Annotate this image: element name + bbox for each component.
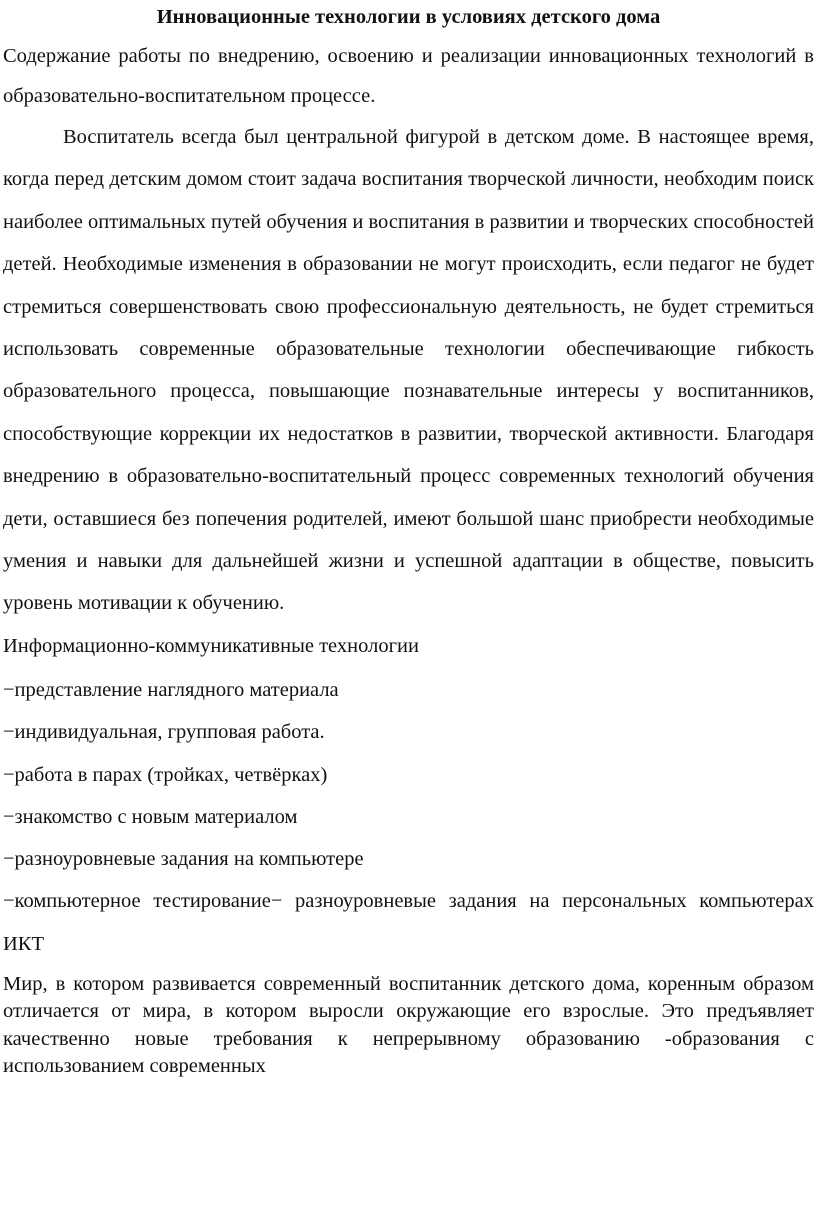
- technology-list: [3, 669, 814, 964]
- document-title: Инновационные технологии в условиях детского дома: [156, 6, 661, 28]
- list-item: −разноуровневые задания на компьютере: [3, 848, 364, 871]
- list-item: −индивидуальная, групповая работа.: [3, 721, 325, 744]
- intro-paragraph: Содержание работы по внедрению, освоению и реализации инновационных технологий в образовательно-воспитательном процессе.: [3, 45, 814, 107]
- list-item: −представление наглядного материала: [3, 679, 339, 702]
- final-paragraph: Мир, в котором развивается современный воспитанник детского дома, коренным образом отличается от мира, в котором выросли окружающие его взрослые. Это предъявляет качественно новые требования к непрерывному образованию -образования с использованием современных: [3, 972, 814, 1078]
- list-item: −знакомство с новым материалом: [3, 805, 298, 828]
- document-page: [0, 2, 816, 1212]
- list-item: −компьютерное тестирование− разноуровневые задания на персональных компьютерах ИКТ: [3, 890, 814, 955]
- list-item: −работа в парах (тройках, четвёрках): [3, 763, 328, 786]
- ict-heading: Информационно-коммуникативные технологии: [3, 634, 419, 657]
- main-paragraph: Воспитатель всегда был центральной фигурой в детском доме. В настоящее время, когда перед детским домом стоит задача воспитания творческой личности, необходим поиск наиболее оптимальных путей обучения и воспитания в развитии и творческих способностей детей. Необходимые изменения в образовании не могут происходить, если педагог не будет стремиться совершенствовать свою профессиональную деятельность, не будет стремиться использовать современные образовательные технологии обеспечивающие гибкость образовательного процесса, повышающие познавательные интересы у воспитанников, способствующие коррекции их недостатков в развитии, творческой активности. Благодаря внедрению в образовательно-воспитательный процесс современных технологий обучения дети, оставшиеся без попечения родителей, имеют большой шанс приобрести необходимые умения и навыки для дальнейшей жизни и успешной адаптации в обществе, повысить уровень мотивации к обучению.: [3, 126, 814, 615]
